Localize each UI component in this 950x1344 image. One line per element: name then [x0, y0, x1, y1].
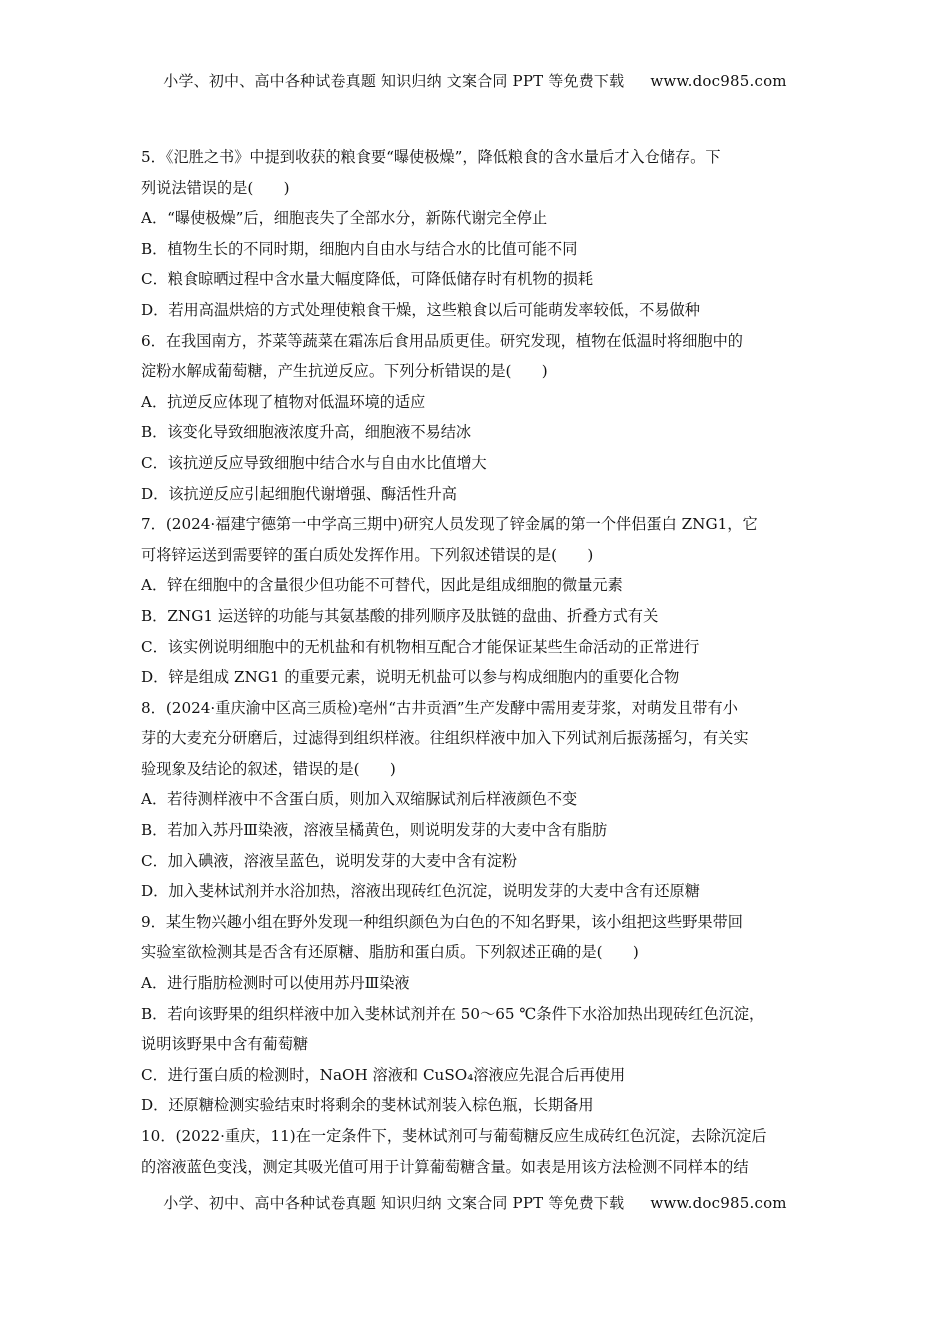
question-list: [141, 142, 824, 1182]
answer-option: A．进行脂肪检测时可以使用苏丹Ⅲ染液: [141, 974, 410, 993]
answer-option: D．锌是组成 ZNG1 的重要元素，说明无机盐可以参与构成细胞内的重要化合物: [141, 668, 680, 687]
answer-option: C．该实例说明细胞中的无机盐和有机物相互配合才能保证某些生命活动的正常进行: [141, 637, 700, 656]
answer-option: B．若向该野果的组织样液中加入斐林试剂并在 50～65 ℃条件下水浴加热出现砖红色沉淀，: [141, 1004, 765, 1023]
page-footer-banner: [0, 1192, 950, 1213]
header-site-link[interactable]: www.doc985.com: [650, 72, 787, 90]
question-stem-line: 9．某生物兴趣小组在野外发现一种组织颜色为白色的不知名野果，该小组把这些野果带回: [141, 912, 743, 931]
question-stem-line: 10．(2022·重庆，11)在一定条件下，斐林试剂可与葡萄糖反应生成砖红色沉淀，去除沉淀后: [141, 1127, 767, 1145]
answer-option: A．若待测样液中不含蛋白质，则加入双缩脲试剂后样液颜色不变: [141, 790, 578, 809]
question-stem-line: 淀粉水解成葡萄糖，产生抗逆反应。下列分析错误的是( ): [141, 362, 548, 381]
answer-option: B．植物生长的不同时期，细胞内自由水与结合水的比值可能不同: [141, 239, 578, 258]
question-stem-line: 可将锌运送到需要锌的蛋白质处发挥作用。下列叙述错误的是( ): [141, 545, 594, 564]
answer-option: C．加入碘液，溶液呈蓝色，说明发芽的大麦中含有淀粉: [141, 851, 518, 870]
question-q7: [141, 509, 824, 693]
question-stem-line: 6．在我国南方，芥菜等蔬菜在霜冻后食用品质更佳。研究发现，植物在低温时将细胞中的: [141, 331, 743, 350]
header-banner-text: 小学、初中、高中各种试卷真题 知识归纳 文案合同 PPT 等免费下载: [163, 72, 625, 90]
answer-option: C．进行蛋白质的检测时，NaOH 溶液和 CuSO₄溶液应先混合后再使用: [141, 1065, 626, 1084]
question-stem-line: 8．(2024·重庆渝中区高三质检)亳州“古井贡酒”生产发酵中需用麦芽浆，对萌发且带有小: [141, 698, 738, 717]
footer-banner-text: 小学、初中、高中各种试卷真题 知识归纳 文案合同 PPT 等免费下载: [163, 1194, 625, 1212]
answer-option: B．该变化导致细胞液浓度升高，细胞液不易结冰: [141, 423, 472, 442]
question-q9: [141, 907, 824, 1121]
answer-option: D．该抗逆反应引起细胞代谢增强、酶活性升高: [141, 484, 457, 503]
question-stem-line: 7．(2024·福建宁德第一中学高三期中)研究人员发现了锌金属的第一个伴侣蛋白 ZNG1，它: [141, 515, 758, 534]
answer-option: A．“曝使极燥”后，细胞丧失了全部水分，新陈代谢完全停止: [141, 209, 548, 228]
question-q10: [141, 1121, 824, 1182]
answer-option: C．该抗逆反应导致细胞中结合水与自由水比值增大: [141, 453, 487, 472]
answer-option: D．还原糖检测实验结束时将剩余的斐林试剂装入棕色瓶，长期备用: [141, 1096, 594, 1115]
question-q8: [141, 693, 824, 907]
answer-option: A．抗逆反应体现了植物对低温环境的适应: [141, 392, 426, 411]
question-stem-line: 的溶液蓝色变浅，测定其吸光值可用于计算葡萄糖含量。如表是用该方法检测不同样本的结: [141, 1157, 749, 1176]
answer-option: D．若用高温烘焙的方式处理使粮食干燥，这些粮食以后可能萌发率较低，不易做种: [141, 300, 700, 319]
question-stem-line: 列说法错误的是( ): [141, 178, 290, 197]
question-stem-line: 验现象及结论的叙述，错误的是( ): [141, 759, 396, 778]
answer-option: A．锌在细胞中的含量很少但功能不可替代，因此是组成细胞的微量元素: [141, 576, 623, 595]
answer-option: B．若加入苏丹Ⅲ染液，溶液呈橘黄色，则说明发芽的大麦中含有脂肪: [141, 821, 608, 840]
page-header-banner: [0, 70, 950, 91]
question-stem-line: 实验室欲检测其是否含有还原糖、脂肪和蛋白质。下列叙述正确的是( ): [141, 943, 639, 962]
answer-option: C．粮食晾晒过程中含水量大幅度降低，可降低储存时有机物的损耗: [141, 270, 594, 289]
answer-option: 说明该野果中含有葡萄糖: [141, 1035, 309, 1054]
question-q6: [141, 326, 824, 510]
question-q5: [141, 142, 824, 326]
question-stem-line: 芽的大麦充分研磨后，过滤得到组织样液。往组织样液中加入下列试剂后振荡摇匀，有关实: [141, 729, 749, 748]
answer-option: B．ZNG1 运送锌的功能与其氨基酸的排列顺序及肽链的盘曲、折叠方式有关: [141, 606, 659, 625]
answer-option: D．加入斐林试剂并水浴加热，溶液出现砖红色沉淀，说明发芽的大麦中含有还原糖: [141, 882, 700, 901]
question-stem-line: 5．《氾胜之书》中提到收获的粮食要“曝使极燥”，降低粮食的含水量后才入仓储存。下: [141, 148, 721, 166]
footer-site-link[interactable]: www.doc985.com: [650, 1194, 787, 1212]
